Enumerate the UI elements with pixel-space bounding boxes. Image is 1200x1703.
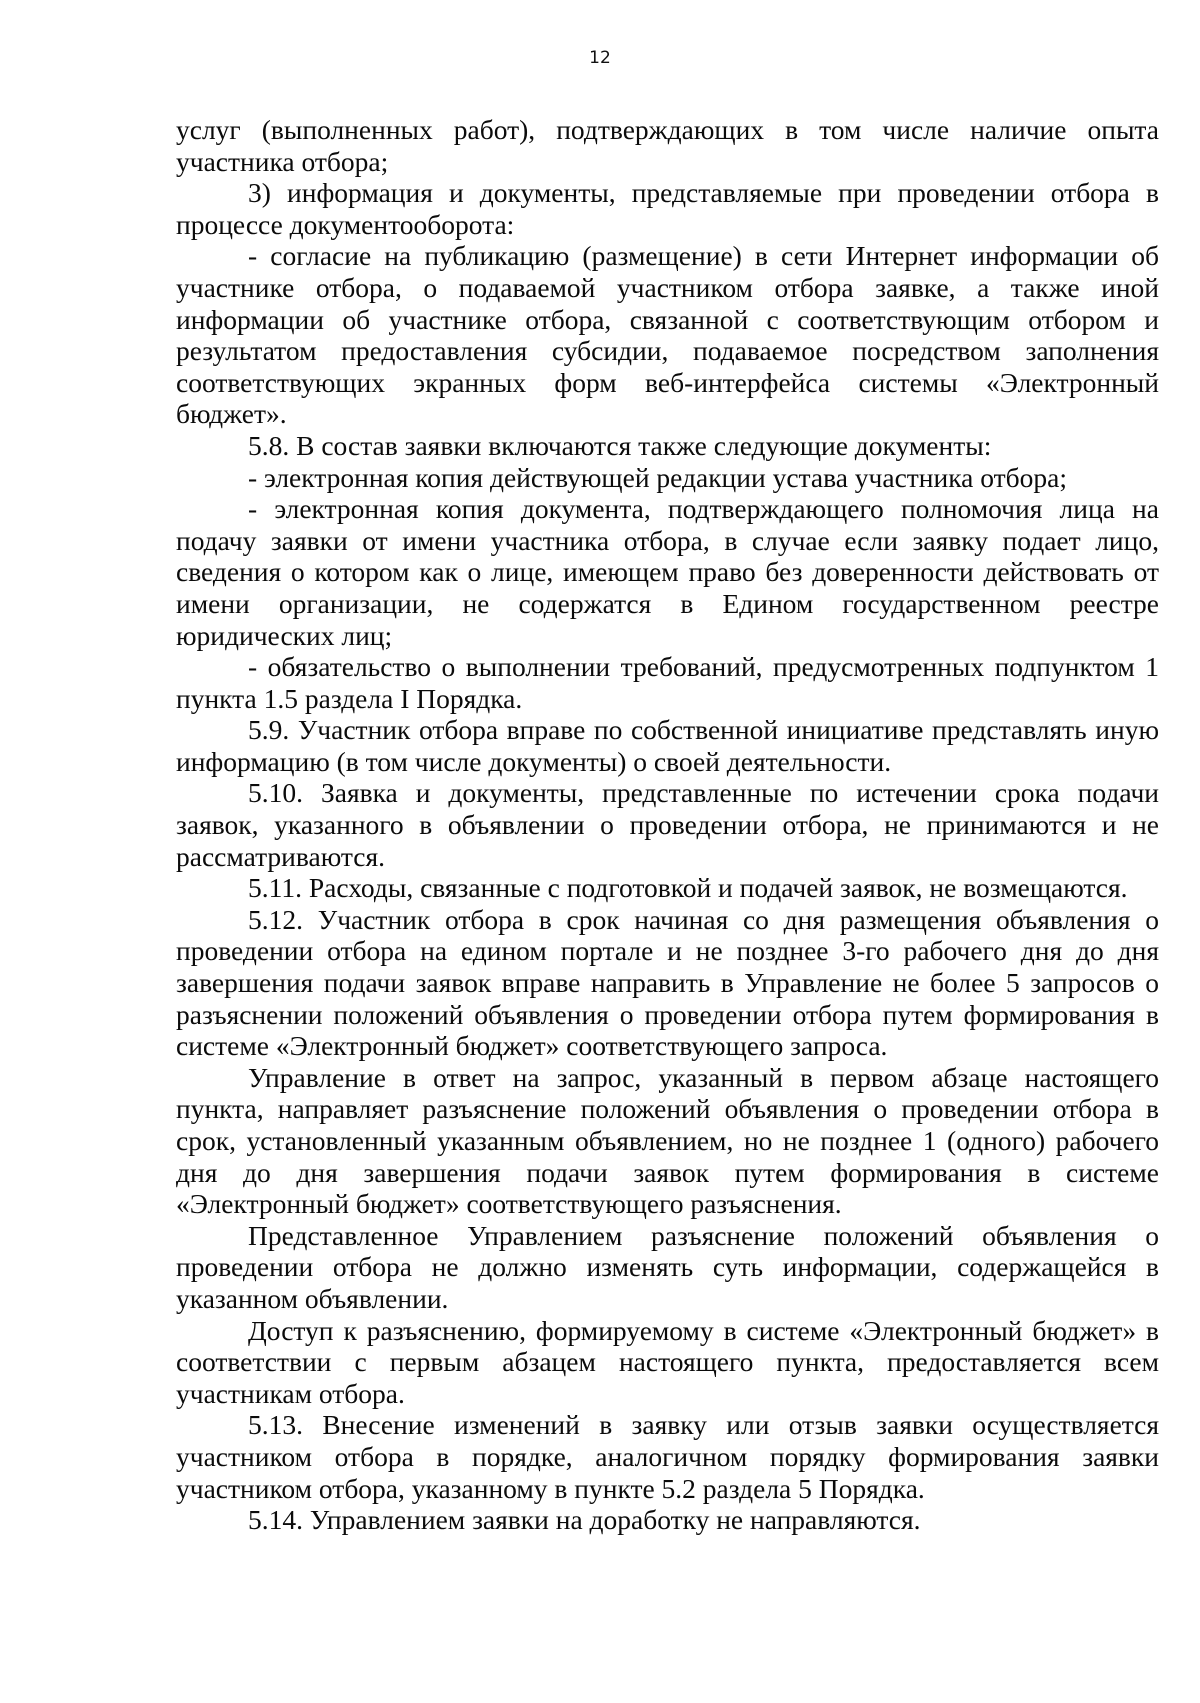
paragraph-continuation: услуг (выполненных работ), подтверждающих в том числе наличие опыта участника отбора; (176, 114, 1159, 177)
paragraph-authority-document: - электронная копия документа, подтверждающего полномочия лица на подачу заявки от имени участника отбора, в случае если заявку подает лицо, сведения о котором как о лице, имеющем право без доверенности действовать от имени организации, не содержатся в Едином государственном реестре юридических лиц; (176, 493, 1159, 651)
paragraph-5-13: 5.13. Внесение изменений в заявку или отзыв заявки осуществляется участником отбора в порядке, аналогичном порядку формирования заявки участником отбора, указанному в пункте 5.2 раздела 5 Порядка. (176, 1409, 1159, 1504)
paragraph-explanation-scope: Представленное Управлением разъяснение положений объявления о проведении отбора не должно изменять суть информации, содержащейся в указанном объявлении. (176, 1219, 1159, 1314)
paragraph-consent-publication: - согласие на публикацию (размещение) в сети Интернет информации об участнике отбора, о подаваемой участником отбора заявке, а также иной информации об участнике отбора, связанной с соответствующим отбором и результатом предоставления субсидии, подаваемое посредством заполнения соответствующих экранных форм веб-интерфейса системы «Электронный бюджет». (176, 240, 1159, 430)
paragraph-5-9: 5.9. Участник отбора вправе по собственной инициативе представлять иную информацию (в том числе документы) о своей деятельности. (176, 714, 1159, 777)
paragraph-5-14: 5.14. Управлением заявки на доработку не направляются. (248, 1504, 921, 1536)
paragraph-charter-copy: - электронная копия действующей редакции устава участника отбора; (248, 461, 1068, 493)
paragraph-5-11: 5.11. Расходы, связанные с подготовкой и подачей заявок, не возмещаются. (248, 872, 1128, 904)
page-number: 12 (589, 48, 611, 68)
paragraph-obligation: - обязательство о выполнении требований, предусмотренных подпунктом 1 пункта 1.5 раздела I Порядка. (176, 651, 1159, 714)
document-body (176, 114, 1159, 1536)
paragraph-5-8: 5.8. В состав заявки включаются также следующие документы: (248, 429, 992, 461)
paragraph-item-3: 3) информация и документы, представляемые при проведении отбора в процессе документооборота: (176, 177, 1159, 240)
paragraph-management-response: Управление в ответ на запрос, указанный в первом абзаце настоящего пункта, направляет разъяснение положений объявления о проведении отбора в срок, установленный указанным объявлением, но не позднее 1 (одного) рабочего дня до дня завершения подачи заявок путем формирования в системе «Электронный бюджет» соответствующего разъяснения. (176, 1061, 1159, 1220)
paragraph-5-12: 5.12. Участник отбора в срок начиная со дня размещения объявления о проведении отбора на едином портале и не позднее 3-го рабочего дня до дня завершения подачи заявок вправе направить в Управление не более 5 запросов о разъяснении положений объявления о проведении отбора путем формирования в системе «Электронный бюджет» соответствующего запроса. (176, 903, 1159, 1062)
paragraph-5-10: 5.10. Заявка и документы, представленные по истечении срока подачи заявок, указанного в объявлении о проведении отбора, не принимаются и не рассматриваются. (176, 777, 1159, 872)
paragraph-explanation-access: Доступ к разъяснению, формируемому в системе «Электронный бюджет» в соответствии с первым абзацем настоящего пункта, предоставляется всем участникам отбора. (176, 1314, 1159, 1409)
